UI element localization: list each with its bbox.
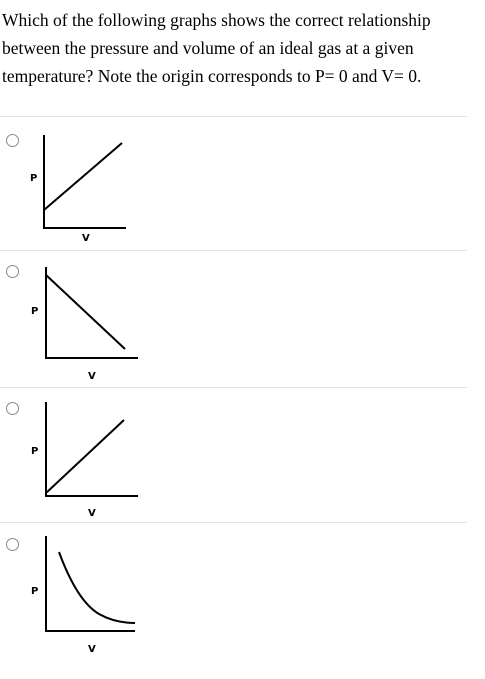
answer-option-4[interactable] [0, 523, 467, 653]
answer-option-2[interactable] [0, 251, 467, 381]
graph-option-4 [25, 523, 145, 663]
radio-button-option-4[interactable] [6, 538, 19, 551]
graph-option-1 [25, 117, 145, 247]
graph-curve [59, 552, 135, 623]
graph-line [46, 420, 124, 493]
question-line-2: between the pressure and volume of an ideal gas at a given [2, 38, 414, 58]
answer-option-3[interactable] [0, 388, 467, 518]
radio-button-option-2[interactable] [6, 265, 19, 278]
y-axis-label: P [30, 173, 38, 184]
y-axis-label: P [31, 306, 39, 317]
x-axis-label: V [82, 233, 90, 244]
graph-option-2 [25, 251, 145, 383]
answer-option-1[interactable] [0, 117, 467, 247]
graph-line [44, 143, 122, 210]
y-axis-label: P [31, 446, 39, 457]
graph-line [46, 275, 125, 349]
radio-button-option-3[interactable] [6, 402, 19, 415]
x-axis-label: V [88, 508, 96, 519]
question-text [2, 6, 480, 90]
radio-button-option-1[interactable] [6, 134, 19, 147]
y-axis-label: P [31, 586, 39, 597]
x-axis-label: V [88, 644, 96, 655]
graph-option-3 [25, 388, 145, 520]
x-axis-label: V [88, 371, 96, 382]
question-line-1: Which of the following graphs shows the correct relationship [2, 10, 431, 30]
question-line-3: temperature? Note the origin corresponds to P= 0 and V= 0. [2, 66, 422, 86]
